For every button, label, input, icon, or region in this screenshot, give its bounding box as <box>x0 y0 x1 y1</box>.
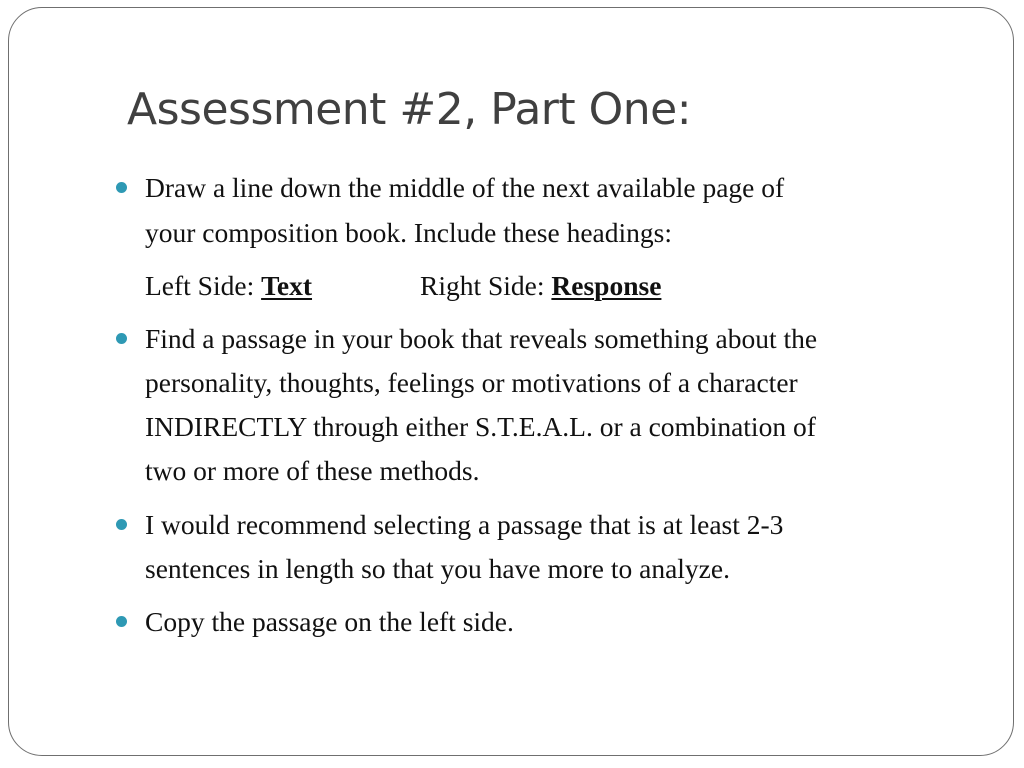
bullet-dot-icon <box>116 333 127 344</box>
bullet-2-line-1: Find a passage in your book that reveals something about the <box>145 323 818 354</box>
bullet-2-line-4: two or more of these methods. <box>145 455 480 486</box>
right-side-label: Right Side: <box>420 270 552 301</box>
right-side-heading: Response <box>551 270 662 301</box>
bullet-1-line-2: your composition book. Include these headings: <box>145 217 672 248</box>
headings-left <box>145 264 312 308</box>
bullet-dot-icon <box>116 616 127 627</box>
bullet-3-line-1: I would recommend selecting a passage that is at least 2-3 <box>145 509 784 540</box>
slide-title: Assessment #2, Part One: <box>127 84 692 135</box>
bullet-dot-icon <box>116 182 127 193</box>
bullet-dot-icon <box>116 519 127 530</box>
bullet-1-line-1: Draw a line down the middle of the next available page of <box>145 172 785 203</box>
bullet-4-line-1: Copy the passage on the left side. <box>145 606 514 637</box>
bullet-2-line-3: INDIRECTLY through either S.T.E.A.L. or a combination of <box>145 411 816 442</box>
bullet-2-line-2: personality, thoughts, feelings or motivations of a character <box>145 367 798 398</box>
left-side-label: Left Side: <box>145 270 262 301</box>
headings-right <box>420 264 661 308</box>
bullet-3-line-2: sentences in length so that you have more to analyze. <box>145 553 730 584</box>
left-side-heading: Text <box>261 270 313 301</box>
